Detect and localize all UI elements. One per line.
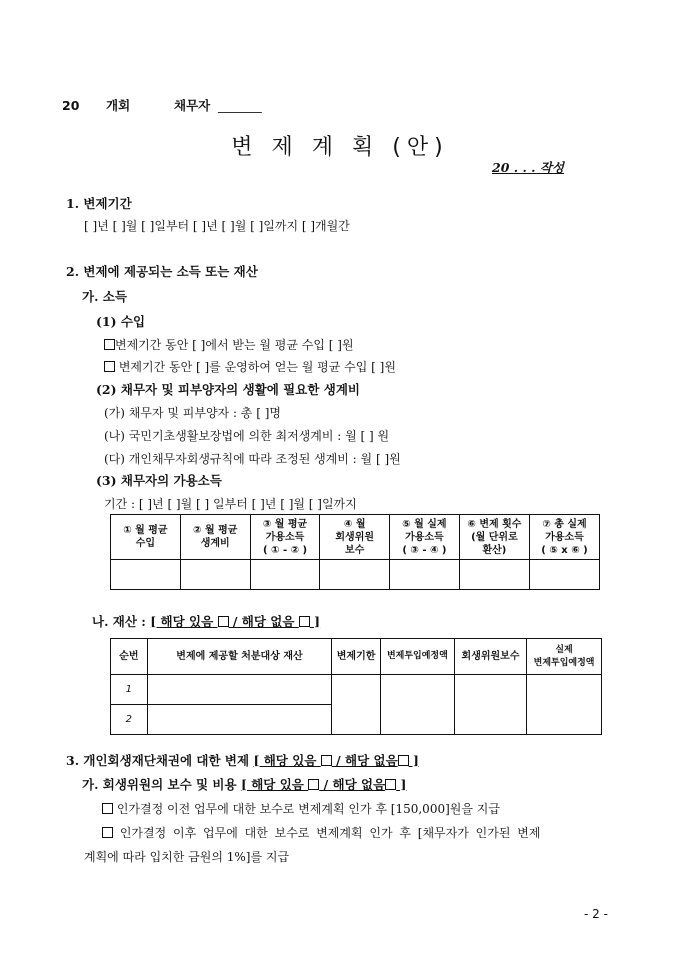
col-total-available-income: ⑦ 총 실제 가용소득 ( ⑤ x ⑥ ) xyxy=(530,515,600,560)
page-number: - 2 - xyxy=(584,907,608,921)
row-seq: 2 xyxy=(111,705,148,735)
col-seq: 순번 xyxy=(111,639,148,675)
trustee-fee-item-2: 인가결정 이후 업무에 대한 보수로 변제계획 인가 후 [채무자가 인가된 변제 xyxy=(102,825,540,841)
cell-empty[interactable] xyxy=(454,675,526,735)
living-cost-heading: (2) 채무자 및 피부양자의 생활에 필요한 생계비 xyxy=(96,382,360,397)
available-income-table xyxy=(110,514,600,590)
col-monthly-living-cost: ② 월 평균 생계비 xyxy=(180,515,250,560)
checkbox-icon[interactable] xyxy=(308,779,319,790)
col-property: 변제에 제공할 처분대상 재산 xyxy=(147,639,332,675)
available-income-period: 기간 : [ ]년 [ ]월 [ ] 일부터 [ ]년 [ ]월 [ ]일까지 xyxy=(104,497,357,511)
row-seq: 1 xyxy=(111,675,148,705)
dependents-line: (가) 채무자 및 피부양자 : 총 [ ]명 xyxy=(104,406,281,420)
checkbox-icon[interactable] xyxy=(102,827,113,838)
col-monthly-income: ① 월 평균 수입 xyxy=(111,515,181,560)
trustee-fee-item-2-cont: 계획에 따라 입치한 금원의 1%]를 지급 xyxy=(84,850,290,864)
section-1-heading: 1. 변제기간 xyxy=(66,196,132,211)
property-table xyxy=(110,638,602,735)
income-item-1: (1) 수입 xyxy=(96,314,146,329)
round-label: 개회 xyxy=(106,98,131,113)
page-title: 변 제 계 획 (안) xyxy=(231,135,449,160)
checkbox-icon[interactable] xyxy=(385,779,396,790)
cell-empty[interactable] xyxy=(389,560,459,590)
checkbox-icon[interactable] xyxy=(299,616,310,627)
section-2-heading: 2. 변제에 제공되는 소득 또는 재산 xyxy=(66,264,258,279)
section-3-heading: 3. 개인회생재단채권에 대한 변제 [ 해당 있음 / 해당 없음 ] xyxy=(66,753,419,768)
round-number: 20 xyxy=(62,98,80,113)
income-option-b-label: 변제기간 동안 [ ]를 운영하여 얻는 월 평균 수입 [ ]원 xyxy=(118,360,396,374)
checkbox-icon[interactable] xyxy=(321,755,332,766)
checkbox-icon[interactable] xyxy=(398,755,409,766)
cell-empty[interactable] xyxy=(530,560,600,590)
adjusted-living-cost-line: (다) 개인채무자회생규칙에 따라 조정된 생계비 : 월 [ ]원 xyxy=(104,452,401,466)
cell-empty[interactable] xyxy=(111,560,181,590)
cell-empty[interactable] xyxy=(147,675,332,705)
debtor-blank: _______ xyxy=(218,98,262,113)
cell-empty[interactable] xyxy=(250,560,320,590)
cell-empty[interactable] xyxy=(180,560,250,590)
cell-empty[interactable] xyxy=(320,560,390,590)
checkbox-icon[interactable] xyxy=(102,803,113,814)
cell-empty[interactable] xyxy=(332,675,380,735)
checkbox-icon[interactable] xyxy=(104,339,115,350)
col-repayment-count: ⑥ 변제 횟수 (월 단위로 환산) xyxy=(459,515,529,560)
cell-empty[interactable] xyxy=(459,560,529,590)
date-line: 20 . . . 작성 xyxy=(492,160,565,175)
checkbox-icon[interactable] xyxy=(218,616,229,627)
cell-empty[interactable] xyxy=(380,675,454,735)
col-trustee-fee: 회생위원보수 xyxy=(454,639,526,675)
trustee-fee-item-1: 인가결정 이전 업무에 대한 보수로 변제계획 인가 후 [150,000]원을 지급 xyxy=(102,801,500,817)
income-option-a xyxy=(104,337,354,353)
debtor-label: 채무자 xyxy=(174,98,211,113)
min-living-cost-line: (나) 국민기초생활보장법에 의한 최저생계비 : 월 [ ] 원 xyxy=(104,429,390,443)
repayment-period-line: [ ]년 [ ]월 [ ]일부터 [ ]년 [ ]월 [ ]일까지 [ ]개월간 xyxy=(84,219,350,233)
checkbox-icon[interactable] xyxy=(104,361,115,372)
cell-empty[interactable] xyxy=(147,705,332,735)
cell-empty[interactable] xyxy=(527,675,602,735)
col-deadline: 변제기한 xyxy=(332,639,380,675)
income-option-a-label: 변제기간 동안 [ ]에서 받는 월 평균 수입 [ ]원 xyxy=(115,338,354,352)
col-planned-amount: 변제투입예정액 xyxy=(380,639,454,675)
income-option-b xyxy=(104,359,396,375)
col-monthly-available-income: ③ 월 평균 가용소득 ( ① - ② ) xyxy=(250,515,320,560)
trustee-fee-heading: 가. 회생위원의 보수 및 비용 [ 해당 있음 / 해당 없음 ] xyxy=(82,777,407,792)
income-subheading: 가. 소득 xyxy=(82,289,127,304)
col-actual-available-income: ⑤ 월 실제 가용소득 ( ③ - ④ ) xyxy=(389,515,459,560)
col-actual-planned-amount: 실제 변제투입예정액 xyxy=(527,639,602,675)
available-income-heading: (3) 채무자의 가용소득 xyxy=(96,473,222,488)
col-trustee-fee: ④ 월 회생위원 보수 xyxy=(320,515,390,560)
property-heading: 나. 재산 : [ 해당 있음 / 해당 없음 ] xyxy=(92,614,321,629)
